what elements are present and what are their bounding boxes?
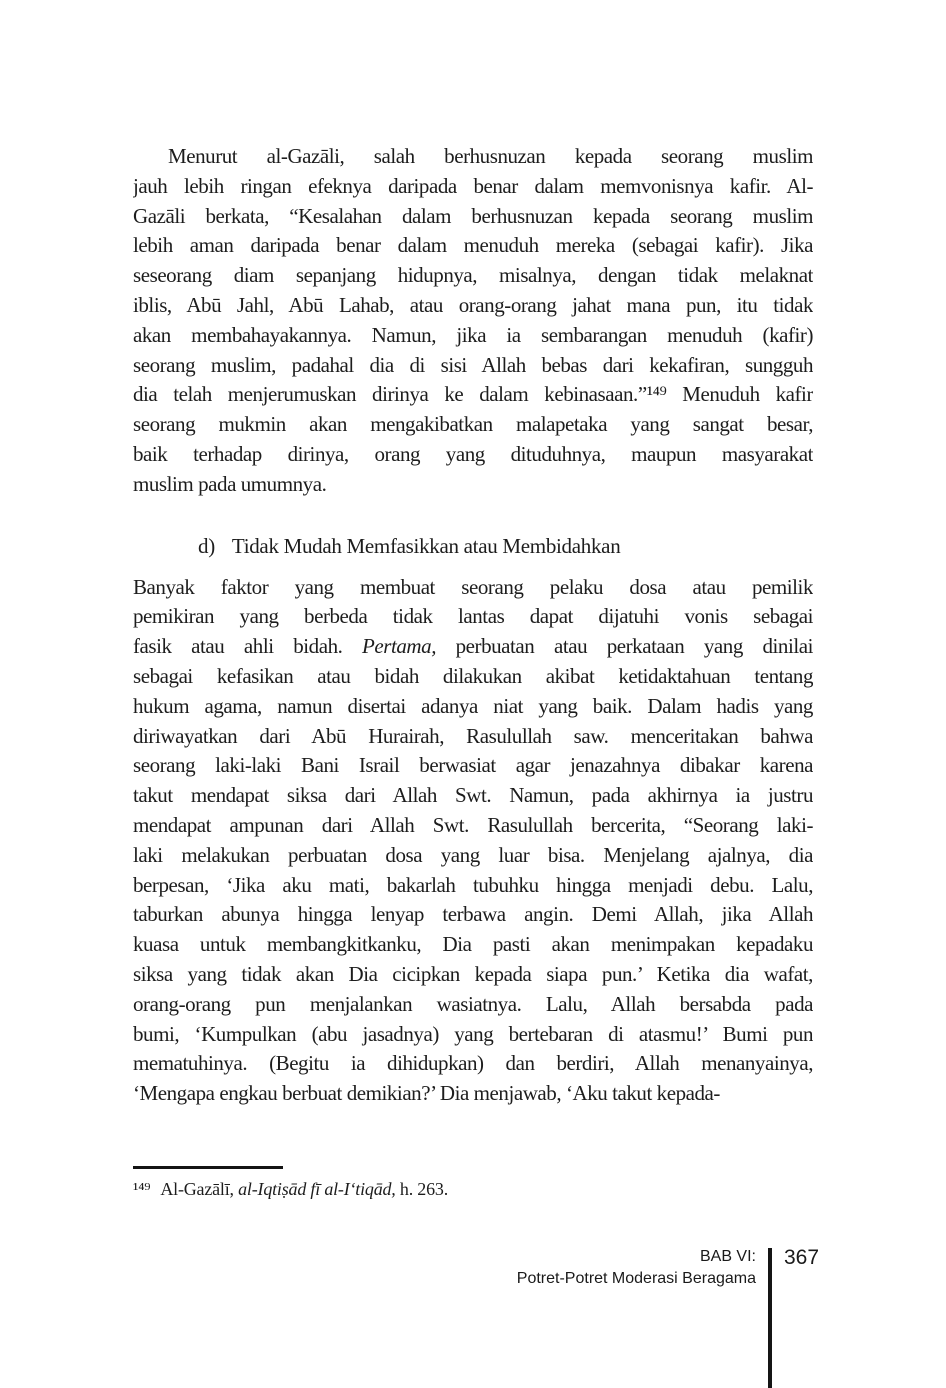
text-line: diriwayatkan dari Abū Hurairah, Rasulullah saw. menceritakan bahwa (133, 723, 813, 748)
text-line: pemikiran yang berbeda tidak lantas dapat dijatuhi vonis sebagai (133, 604, 813, 629)
text-line: laki melakukan perbuatan dosa yang luar bisa. Menjelang ajalnya, dia (133, 842, 813, 867)
text-line: taburkan abunya hingga lenyap terbawa angin. Demi Allah, jika Allah (133, 902, 813, 927)
text-line: mematuhinya. (Begitu ia dihidupkan) dan berdiri, Allah menanyainya, (133, 1051, 813, 1076)
footnote-separator (133, 1166, 283, 1169)
text-line: seorang muslim, padahal dia di sisi Allah bebas dari kekafiran, sungguh (133, 352, 813, 377)
text-line: Banyak faktor yang membuat seorang pelaku dosa atau pemilik (133, 574, 813, 599)
page-number: 367 (784, 1246, 820, 1269)
text-line: fasik atau ahli bidah. Pertama, perbuatan atau perkataan yang dinilai (133, 634, 813, 659)
section-heading-text: Tidak Mudah Memfasikkan atau Membidahkan (231, 533, 621, 558)
section-heading (198, 531, 813, 561)
chapter-title: Potret-Potret Moderasi Beragama (516, 1270, 756, 1287)
footnote-number: ¹⁴⁹ (133, 1179, 151, 1199)
text-line: dia telah menjerumuskan dirinya ke dalam kebinasaan.”¹⁴⁹ Menuduh kafir (133, 382, 813, 407)
page-number-divider (768, 1248, 772, 1388)
text-line: Gazāli berkata, “Kesalahan dalam berhusnuzan kepada seorang muslim (133, 203, 813, 228)
text-line: kuasa untuk membangkitkanku, Dia pasti akan menimpakan kepadaku (133, 932, 813, 957)
text-line: iblis, Abū Jahl, Abū Lahab, atau orang-orang jahat mana pun, itu tidak (133, 292, 813, 317)
paragraph-takfir (133, 142, 813, 500)
text-line: seorang laki-laki Bani Israil berwasiat agar jenazahnya dibakar karena (133, 753, 813, 778)
footnote-text: Al-Gazālī, al-Iqtiṣād fī al-I‘tiqād, h. 263. (160, 1179, 449, 1199)
text-line: jauh lebih ringan efeknya daripada benar dalam memvonisnya kafir. Al- (133, 173, 813, 198)
text-line: takut mendapat siksa dari Allah Swt. Namun, pada akhirnya ia justru (133, 783, 813, 808)
text-line: seorang mukmin akan mengakibatkan malapetaka yang sangat besar, (133, 412, 813, 437)
section-heading-marker: d) (198, 533, 215, 558)
text-line: siksa yang tidak akan Dia cicipkan kepada siapa pun.’ Ketika dia wafat, (133, 961, 813, 986)
text-line: orang-orang pun menjalankan wasiatnya. Lalu, Allah bersabda pada (133, 991, 813, 1016)
text-line: ‘Mengapa engkau berbuat demikian?’ Dia menjawab, ‘Aku takut kepada- (133, 1081, 720, 1106)
body-text (133, 142, 813, 1109)
paragraph-fasik (133, 573, 813, 1109)
text-line: sebagai kefasikan atau bidah dilakukan akibat ketidaktahuan tentang (133, 663, 813, 688)
text-line: mendapat ampunan dari Allah Swt. Rasulullah bercerita, “Seorang laki- (133, 812, 813, 837)
text-line: Menurut al-Gazāli, salah berhusnuzan kepada seorang muslim (168, 144, 813, 168)
footnote (133, 1176, 813, 1202)
chapter-label: BAB VI: (699, 1248, 756, 1265)
text-line: muslim pada umumnya. (133, 471, 327, 496)
running-footer (517, 1246, 756, 1290)
text-line: hukum agama, namun disertai adanya niat yang baik. Dalam hadis yang (133, 693, 813, 718)
text-line: bumi, ‘Kumpulkan (abu jasadnya) yang bertebaran di atasmu!’ Bumi pun (133, 1021, 813, 1046)
text-line: baik terhadap dirinya, orang yang dituduhnya, maupun masyarakat (133, 441, 813, 466)
text-line: berpesan, ‘Jika aku mati, bakarlah tubuhku hingga menjadi debu. Lalu, (133, 872, 813, 897)
text-line: lebih aman daripada benar dalam menuduh mereka (sebagai kafir). Jika (133, 233, 813, 258)
text-line: seseorang diam sepanjang hidupnya, misalnya, dengan tidak melaknat (133, 263, 813, 288)
text-line: akan membahayakannya. Namun, jika ia sembarangan menuduh (kafir) (133, 322, 813, 347)
